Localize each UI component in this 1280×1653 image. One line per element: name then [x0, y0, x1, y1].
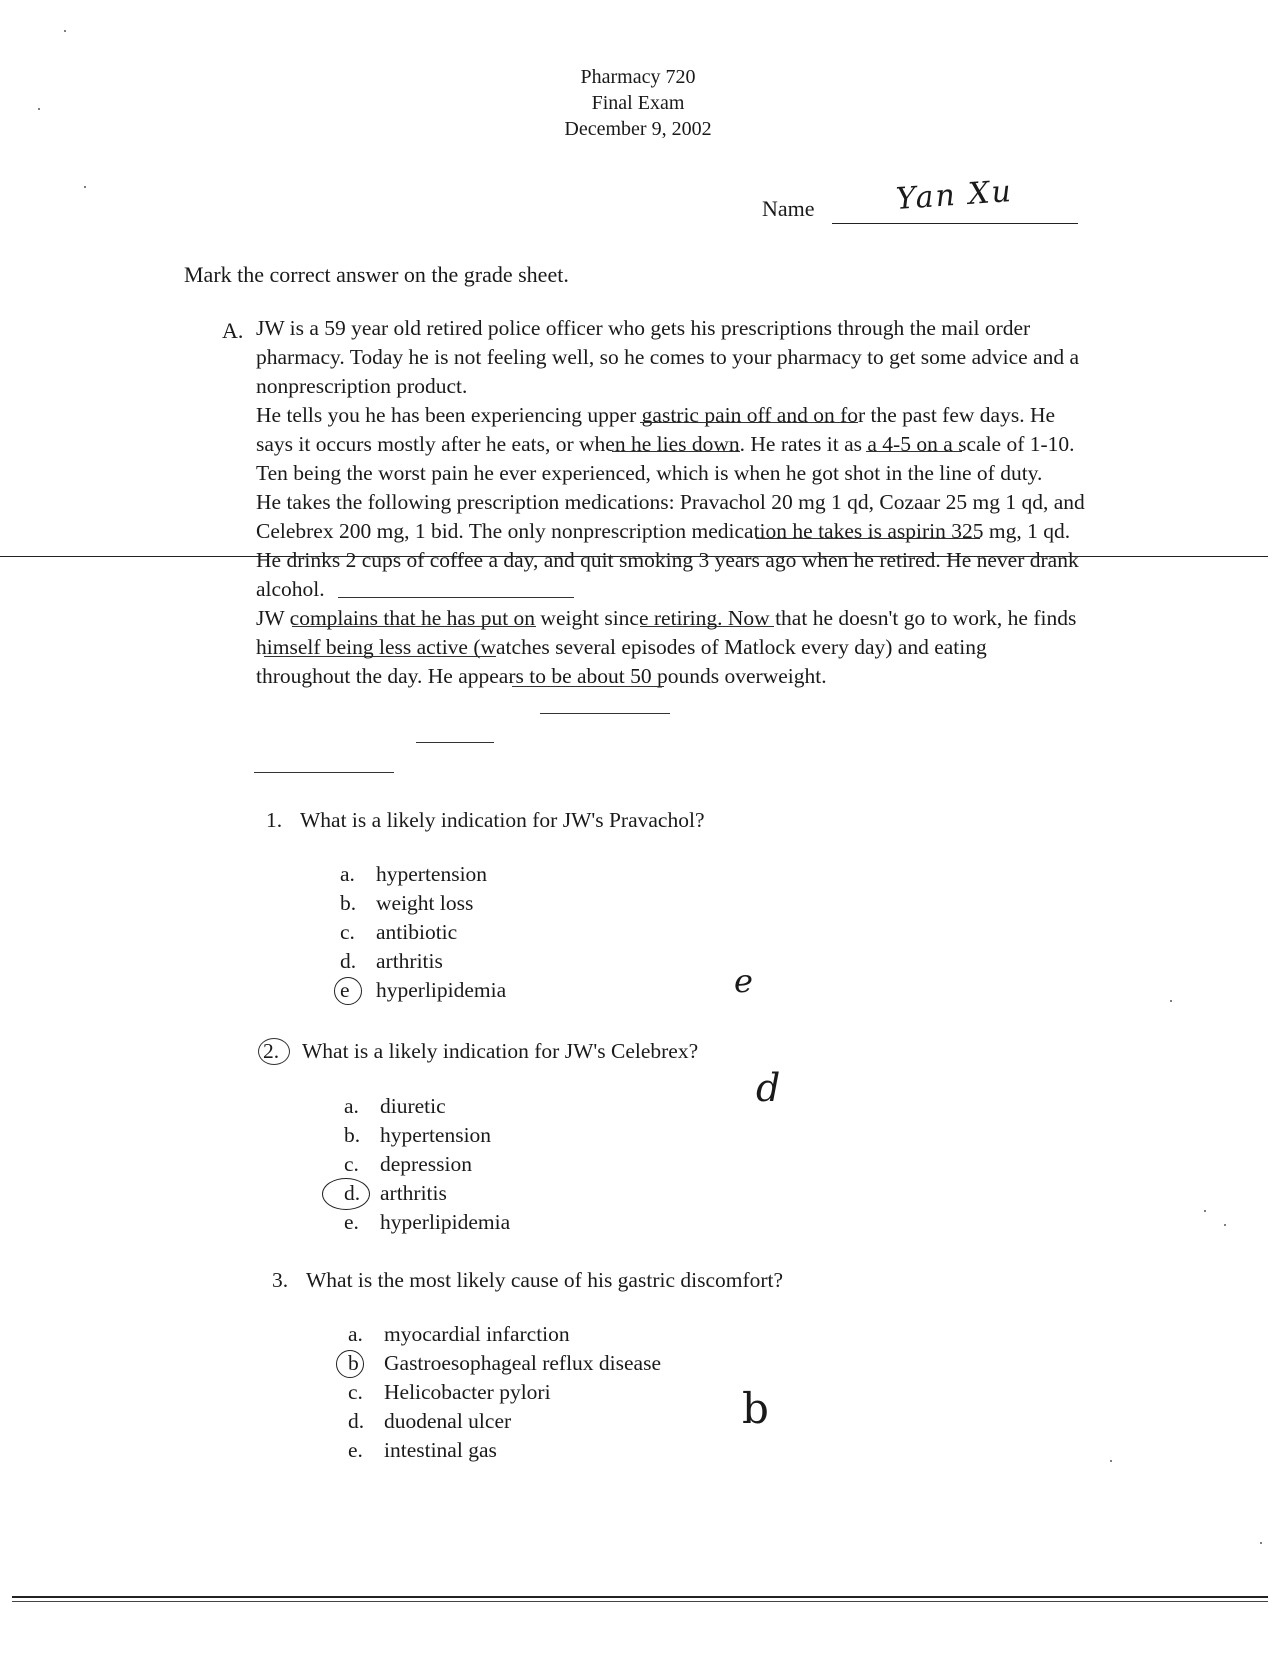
- case-paragraph: JW complains that he has put on weight since retiring. Now that he doesn't go to work, he finds himself being less active (watches several episodes of Matlock every day) and eating throughout the day. He appears to be about 50 pounds overweight.: [256, 606, 1077, 688]
- handwritten-answer-1: e: [734, 962, 753, 1000]
- question-text: What is a likely indication for JW's Celebrex?: [302, 1039, 699, 1063]
- option-d[interactable]: d. duodenal ulcer: [348, 1409, 512, 1433]
- option-b[interactable]: b. hypertension: [344, 1123, 492, 1147]
- handwritten-underline: [866, 451, 962, 452]
- handwritten-underline: [416, 742, 494, 743]
- scan-speck: [38, 108, 40, 110]
- name-line: [832, 223, 1078, 224]
- question-3: [272, 1268, 783, 1293]
- option-b[interactable]: b. weight loss: [340, 891, 474, 915]
- case-paragraph: He tells you he has been experiencing upper gastric pain off and on for the past few days. He says it occurs mostly after he eats, or when he lies down. He rates it as a 4-5 on a scale of 1-10. Ten being the worst pain he ever experienced, which is when he got shot in the line of duty.: [256, 403, 1075, 485]
- handwritten-underline: [756, 538, 980, 539]
- question-1: [266, 808, 705, 833]
- option-e[interactable]: e. intestinal gas: [348, 1438, 497, 1462]
- handwritten-underline: [292, 626, 536, 627]
- case-description: [256, 314, 1086, 691]
- answer-circle: [334, 977, 362, 1005]
- handwritten-underline: [338, 597, 574, 598]
- option-c[interactable]: c. Helicobacter pylori: [348, 1380, 551, 1404]
- option-e[interactable]: e. hyperlipidemia: [344, 1210, 511, 1234]
- handwritten-underline: [612, 451, 740, 452]
- handwritten-name: Yan Xu: [894, 173, 1014, 218]
- handwritten-underline: [254, 772, 394, 773]
- question-3-options: [348, 1320, 661, 1465]
- question-number: 3.: [272, 1268, 289, 1292]
- question-2-options: [344, 1092, 510, 1237]
- scan-speck: [1224, 1224, 1226, 1226]
- handwritten-answer-3: b: [742, 1384, 769, 1433]
- question-2: [263, 1038, 699, 1065]
- scan-speck: [1110, 1460, 1112, 1462]
- case-paragraph: He drinks 2 cups of coffee a day, and quit smoking 3 years ago when he retired. He never drank alcohol.: [256, 548, 1079, 601]
- scan-speck: [84, 186, 86, 188]
- answer-circle: [336, 1350, 364, 1378]
- instruction-text: Mark the correct answer on the grade sheet.: [184, 262, 569, 287]
- option-c[interactable]: c. antibiotic: [340, 920, 458, 944]
- exam-header: [0, 64, 1278, 142]
- scan-speck: [1170, 1000, 1172, 1002]
- question-text: What is the most likely cause of his gastric discomfort?: [306, 1268, 784, 1292]
- question-number: 1.: [266, 808, 283, 832]
- handwritten-underline: [512, 686, 664, 687]
- exam-date: December 9, 2002: [564, 118, 712, 140]
- option-e-circled[interactable]: e hyperlipidemia: [340, 976, 506, 1005]
- question-text: What is a likely indication for JW's Pravachol?: [300, 808, 705, 832]
- answer-circle: [322, 1178, 370, 1210]
- scan-speck: [1204, 1210, 1206, 1212]
- option-d[interactable]: d. arthritis: [340, 949, 443, 973]
- bottom-rule: [12, 1596, 1268, 1598]
- bottom-rule-secondary: [12, 1601, 1268, 1602]
- option-a[interactable]: a. hypertension: [340, 862, 488, 886]
- case-paragraph: He takes the following prescription medications: Pravachol 20 mg 1 qd, Cozaar 25 mg 1 qd, and Celebrex 200 mg, 1 bid. The only nonprescription medication he takes is aspirin 325 mg, 1 qd.: [256, 490, 1085, 543]
- option-c[interactable]: c. depression: [344, 1152, 472, 1176]
- option-d-circled[interactable]: d. arthritis: [344, 1179, 510, 1208]
- course-title: Pharmacy 720: [580, 66, 696, 88]
- question-1-options: [340, 860, 506, 1005]
- case-label: A.: [222, 318, 244, 343]
- scan-speck: [1260, 1542, 1262, 1544]
- option-a[interactable]: a. myocardial infarction: [348, 1322, 570, 1346]
- case-paragraph: JW is a 59 year old retired police officer who gets his prescriptions through the mail order pharmacy. Today he is not feeling well, so he comes to your pharmacy to get some advice and a nonprescription product.: [256, 316, 1080, 398]
- handwritten-underline: [540, 713, 670, 714]
- scan-speck: [64, 30, 66, 32]
- question-number: 2.: [258, 1038, 290, 1065]
- handwritten-answer-2: d: [756, 1066, 781, 1110]
- option-a[interactable]: a. diuretic: [344, 1094, 446, 1118]
- exam-title: Final Exam: [591, 92, 685, 114]
- handwritten-underline: [640, 626, 774, 627]
- name-label: Name: [762, 196, 815, 221]
- handwritten-underline: [640, 422, 858, 423]
- handwritten-underline: [264, 656, 496, 657]
- scan-rule: [0, 556, 1268, 557]
- option-b-circled[interactable]: b Gastroesophageal reflux disease: [348, 1349, 661, 1378]
